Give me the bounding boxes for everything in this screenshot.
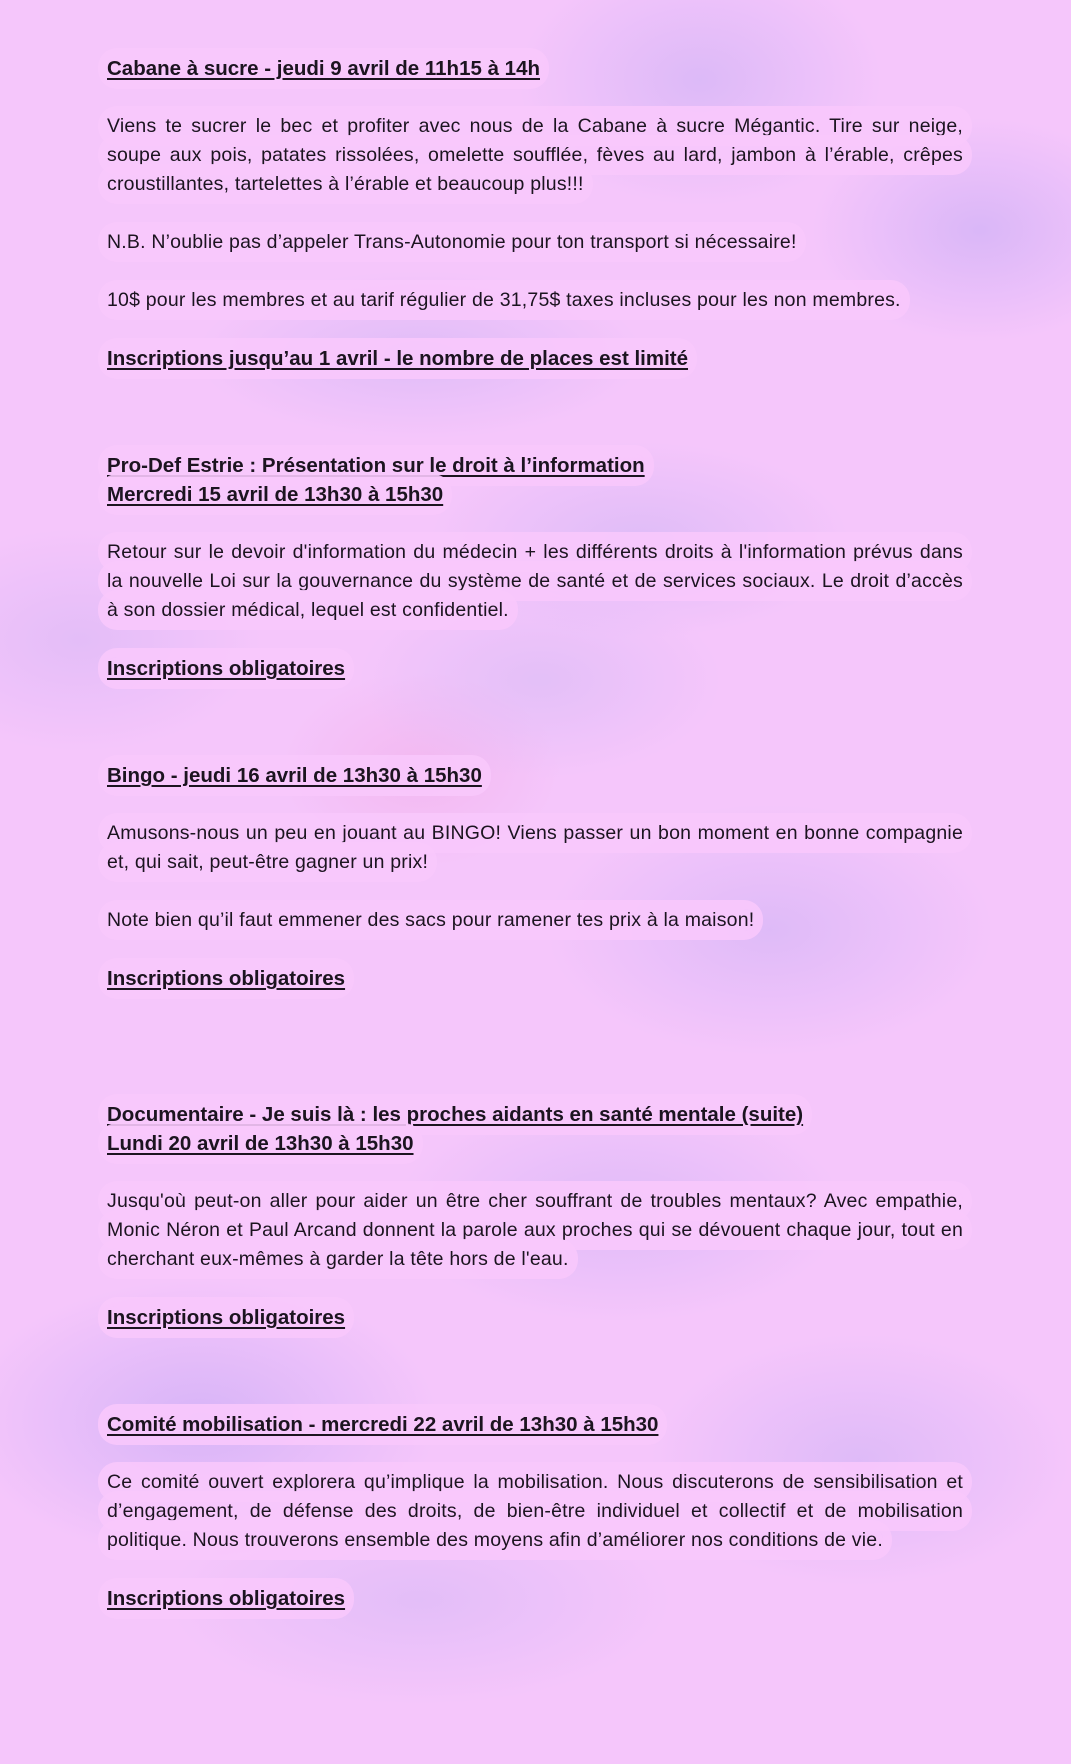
event-registration bbox=[107, 654, 963, 683]
event-comite-mobilisation bbox=[107, 1410, 963, 1613]
event-registration bbox=[107, 1303, 963, 1332]
event-registration bbox=[107, 1584, 963, 1613]
event-description bbox=[107, 112, 963, 199]
event-registration bbox=[107, 964, 963, 993]
event-pro-def-estrie bbox=[107, 451, 963, 683]
events-list bbox=[107, 54, 963, 1613]
event-title-line: Comité mobilisation - mercredi 22 avril de 13h30 à 15h30 bbox=[107, 1413, 659, 1436]
event-registration-text: Inscriptions obligatoires bbox=[107, 967, 346, 990]
event-spacer bbox=[107, 373, 963, 451]
event-note-text: N.B. N’oublie pas d’appeler Trans-Autonomie pour ton transport si nécessaire! bbox=[107, 231, 797, 253]
event-spacer bbox=[107, 1332, 963, 1410]
event-documentaire bbox=[107, 1100, 963, 1332]
event-price-text: 10$ pour les membres et au tarif régulier de 31,75$ taxes incluses pour les non membres. bbox=[107, 289, 901, 311]
event-date-line: Mercredi 15 avril de 13h30 à 15h30 bbox=[107, 483, 444, 506]
event-registration-text: Inscriptions obligatoires bbox=[107, 657, 346, 680]
event-bingo bbox=[107, 761, 963, 993]
event-description bbox=[107, 819, 963, 877]
event-description-text: Jusqu'où peut-on aller pour aider un être cher souffrant de troubles mentaux? Avec empathie, Monic Néron et Paul Arcand donnent la parole aux proches qui se dévouent chaque jour, tout en cherchant eux-mêmes à garder la tête hors de l'eau. bbox=[107, 1190, 963, 1270]
event-description bbox=[107, 1468, 963, 1555]
event-title-line: Documentaire - Je suis là : les proches aidants en santé mentale (suite) bbox=[107, 1103, 804, 1126]
event-spacer bbox=[107, 993, 963, 1100]
event-title-line: Pro-Def Estrie : Présentation sur le droit à l’information bbox=[107, 454, 645, 477]
event-spacer bbox=[107, 683, 963, 761]
event-title-line: Bingo - jeudi 16 avril de 13h30 à 15h30 bbox=[107, 764, 482, 787]
event-registration-text: Inscriptions obligatoires bbox=[107, 1587, 346, 1610]
event-title-line: Cabane à sucre - jeudi 9 avril de 11h15 à 14h bbox=[107, 57, 540, 80]
event-description-text: Ce comité ouvert explorera qu’implique la mobilisation. Nous discuterons de sensibilisation et d’engagement, de défense des droits, de bien-être individuel et collectif et de mobilisation politique. Nous trouverons ensemble des moyens afin d’améliorer nos conditions de vie. bbox=[107, 1471, 963, 1551]
event-description bbox=[107, 1187, 963, 1274]
event-description-text: Viens te sucrer le bec et profiter avec nous de la Cabane à sucre Mégantic. Tire sur neige, soupe aux pois, patates rissolées, omelette soufflée, fèves au lard, jambon à l’érable, crêpes croustillantes, tartelettes à l’érable et beaucoup plus!!! bbox=[107, 115, 963, 195]
event-description bbox=[107, 538, 963, 625]
event-title bbox=[107, 451, 963, 509]
event-title bbox=[107, 1410, 963, 1439]
event-title bbox=[107, 761, 963, 790]
event-registration bbox=[107, 344, 963, 373]
event-title bbox=[107, 54, 963, 83]
event-note-text: Note bien qu’il faut emmener des sacs pour ramener tes prix à la maison! bbox=[107, 909, 755, 931]
event-registration-text: Inscriptions obligatoires bbox=[107, 1306, 346, 1329]
event-description-text: Retour sur le devoir d'information du médecin + les différents droits à l'information prévus dans la nouvelle Loi sur la gouvernance du système de santé et de services sociaux. Le droit d’accès à son dossier médical, lequel est confidentiel. bbox=[107, 541, 963, 621]
event-registration-text: Inscriptions jusqu’au 1 avril - le nombre de places est limité bbox=[107, 347, 689, 370]
event-note bbox=[107, 228, 963, 257]
event-title bbox=[107, 1100, 963, 1158]
event-price bbox=[107, 286, 963, 315]
event-date-line: Lundi 20 avril de 13h30 à 15h30 bbox=[107, 1132, 414, 1155]
event-description-text: Amusons-nous un peu en jouant au BINGO! Viens passer un bon moment en bonne compagnie et, qui sait, peut-être gagner un prix! bbox=[107, 822, 963, 873]
event-note bbox=[107, 906, 963, 935]
event-cabane-a-sucre bbox=[107, 54, 963, 373]
